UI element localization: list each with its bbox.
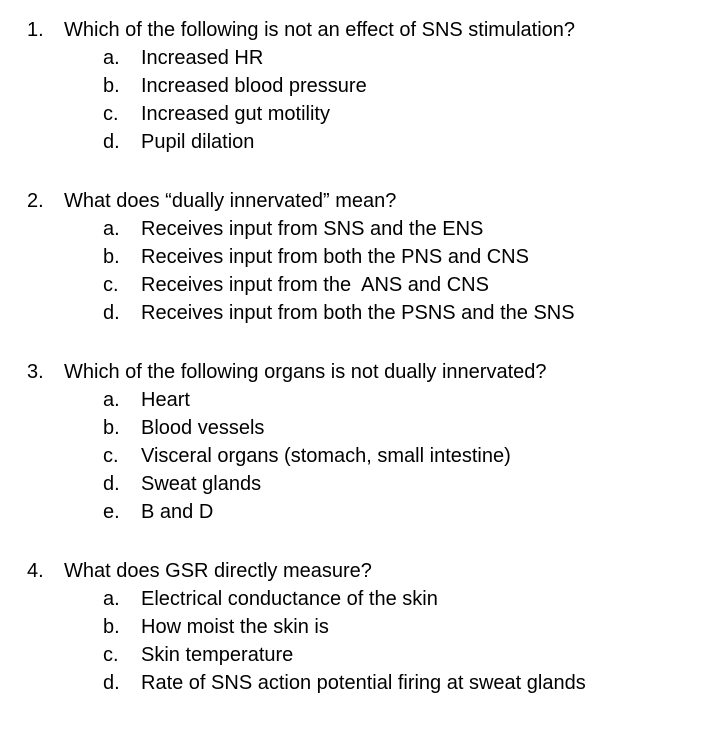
option-text: Receives input from both the PSNS and the SNS xyxy=(141,302,575,324)
option-text: Pupil dilation xyxy=(141,131,255,153)
question-number: 2. xyxy=(27,190,44,212)
answer-options xyxy=(0,585,716,697)
option-letter: d. xyxy=(103,473,120,495)
question-header xyxy=(0,358,716,386)
option-letter: b. xyxy=(103,417,120,439)
question-number: 4. xyxy=(27,560,44,582)
option-text: How moist the skin is xyxy=(141,616,329,638)
option-letter: c. xyxy=(103,445,119,467)
option-letter: d. xyxy=(103,131,120,153)
answer-option xyxy=(0,585,716,613)
option-text: Skin temperature xyxy=(141,644,294,666)
option-letter: c. xyxy=(103,103,119,125)
option-letter: c. xyxy=(103,644,119,666)
answer-option xyxy=(0,498,716,526)
question-1 xyxy=(0,16,716,156)
option-letter: a. xyxy=(103,588,120,610)
question-header xyxy=(0,187,716,215)
answer-option xyxy=(0,386,716,414)
answer-option xyxy=(0,72,716,100)
question-header xyxy=(0,16,716,44)
question-text: Which of the following is not an effect of SNS stimulation? xyxy=(64,19,576,41)
answer-option xyxy=(0,414,716,442)
option-text: Increased gut motility xyxy=(141,103,330,125)
option-letter: a. xyxy=(103,218,120,240)
answer-option xyxy=(0,442,716,470)
answer-option xyxy=(0,669,716,697)
option-letter: a. xyxy=(103,389,120,411)
option-text: Blood vessels xyxy=(141,417,265,439)
answer-option xyxy=(0,641,716,669)
option-letter: d. xyxy=(103,672,120,694)
option-letter: e. xyxy=(103,501,120,523)
question-header xyxy=(0,557,716,585)
option-text: Increased HR xyxy=(141,47,264,69)
option-text: B and D xyxy=(141,501,214,523)
question-4 xyxy=(0,557,716,697)
question-text: What does GSR directly measure? xyxy=(64,560,372,582)
answer-option xyxy=(0,44,716,72)
option-letter: a. xyxy=(103,47,120,69)
answer-option xyxy=(0,215,716,243)
option-letter: c. xyxy=(103,274,119,296)
answer-option xyxy=(0,100,716,128)
option-text: Visceral organs (stomach, small intestine) xyxy=(141,445,511,467)
option-letter: d. xyxy=(103,302,120,324)
question-number: 3. xyxy=(27,361,44,383)
answer-options xyxy=(0,44,716,156)
answer-option xyxy=(0,271,716,299)
answer-option xyxy=(0,299,716,327)
option-text: Receives input from SNS and the ENS xyxy=(141,218,484,240)
answer-option xyxy=(0,128,716,156)
option-text: Receives input from both the PNS and CNS xyxy=(141,246,529,268)
option-letter: b. xyxy=(103,246,120,268)
question-3 xyxy=(0,358,716,526)
option-letter: b. xyxy=(103,616,120,638)
answer-option xyxy=(0,243,716,271)
answer-options xyxy=(0,386,716,526)
option-text: Sweat glands xyxy=(141,473,262,495)
option-text: Heart xyxy=(141,389,190,411)
question-2 xyxy=(0,187,716,327)
option-text: Receives input from the ANS and CNS xyxy=(141,274,489,296)
question-number: 1. xyxy=(27,19,44,41)
answer-option xyxy=(0,613,716,641)
question-text: What does “dually innervated” mean? xyxy=(64,190,397,212)
option-letter: b. xyxy=(103,75,120,97)
option-text: Electrical conductance of the skin xyxy=(141,588,438,610)
option-text: Increased blood pressure xyxy=(141,75,367,97)
question-text: Which of the following organs is not dually innervated? xyxy=(64,361,547,383)
option-text: Rate of SNS action potential firing at sweat glands xyxy=(141,672,586,694)
answer-options xyxy=(0,215,716,327)
answer-option xyxy=(0,470,716,498)
